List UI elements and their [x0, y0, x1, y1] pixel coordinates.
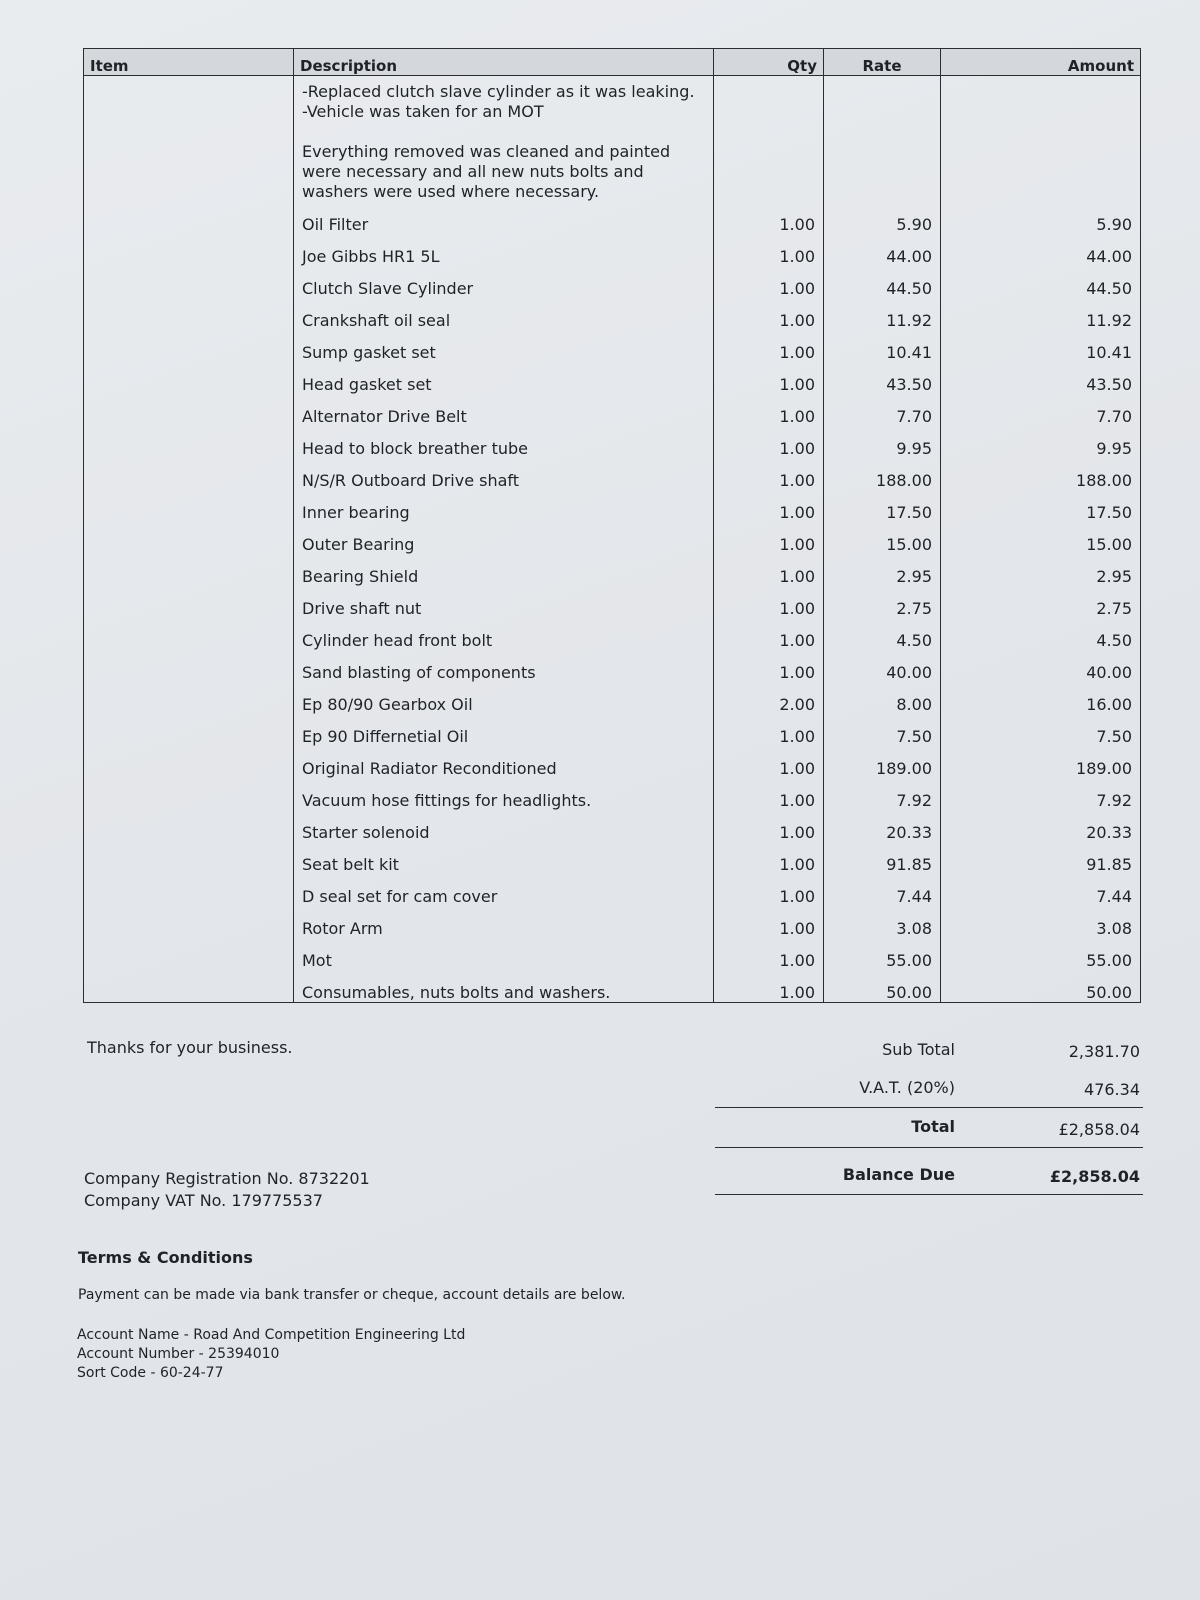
rate-cell: 40.00: [824, 650, 941, 682]
qty-cell: 1.00: [714, 810, 824, 842]
item-cell: [84, 330, 294, 362]
rate-cell: 2.95: [824, 554, 941, 586]
table-row: [84, 842, 1141, 874]
amount-cell: 15.00: [941, 522, 1141, 554]
rate-cell: 44.50: [824, 266, 941, 298]
qty-cell: 2.00: [714, 682, 824, 714]
amount-cell: 16.00: [941, 682, 1141, 714]
header-item: Item: [84, 49, 294, 76]
qty-cell: 1.00: [714, 330, 824, 362]
amount-cell: 4.50: [941, 618, 1141, 650]
item-cell: [84, 586, 294, 618]
table-header-row: [84, 49, 1141, 76]
description-cell: Drive shaft nut: [294, 586, 714, 618]
description-cell: Vacuum hose fittings for headlights.: [294, 778, 714, 810]
description-cell: Alternator Drive Belt: [294, 394, 714, 426]
qty-cell: 1.00: [714, 938, 824, 970]
description-cell: Original Radiator Reconditioned: [294, 746, 714, 778]
amount-cell: 2.75: [941, 586, 1141, 618]
item-cell: [84, 522, 294, 554]
company-details: [84, 1168, 370, 1212]
item-cell: [84, 458, 294, 490]
amount-cell: 11.92: [941, 298, 1141, 330]
table-row: [84, 394, 1141, 426]
note-line: -Replaced clutch slave cylinder as it was leaking.: [302, 82, 695, 101]
item-cell: [84, 842, 294, 874]
table-row: [84, 362, 1141, 394]
terms-heading: Terms & Conditions: [78, 1248, 253, 1267]
qty-cell: 1.00: [714, 650, 824, 682]
description-cell: Outer Bearing: [294, 522, 714, 554]
amount-cell: 50.00: [941, 970, 1141, 1003]
table-row: [84, 746, 1141, 778]
rate-cell: 188.00: [824, 458, 941, 490]
description-cell: Head gasket set: [294, 362, 714, 394]
qty-cell: 1.00: [714, 266, 824, 298]
divider: [715, 1107, 1143, 1108]
amount-cell: 44.50: [941, 266, 1141, 298]
rate-cell: 4.50: [824, 618, 941, 650]
qty-cell: 1.00: [714, 362, 824, 394]
qty-cell: 1.00: [714, 298, 824, 330]
rate-cell: 17.50: [824, 490, 941, 522]
description-cell: Head to block breather tube: [294, 426, 714, 458]
table-row: [84, 554, 1141, 586]
work-notes: [294, 76, 714, 203]
amount-cell: 91.85: [941, 842, 1141, 874]
balance-due-label: Balance Due: [842, 1165, 955, 1184]
rate-cell: 7.44: [824, 874, 941, 906]
amount-cell: 7.50: [941, 714, 1141, 746]
qty-cell: 1.00: [714, 746, 824, 778]
company-registration: Company Registration No. 8732201: [84, 1169, 370, 1188]
amount-cell: 55.00: [941, 938, 1141, 970]
balance-due-value: £2,858.04: [1049, 1167, 1140, 1186]
header-amount: Amount: [941, 49, 1141, 76]
rate-cell: 55.00: [824, 938, 941, 970]
qty-cell: 1.00: [714, 586, 824, 618]
amount-cell: 20.33: [941, 810, 1141, 842]
table-row: [84, 234, 1141, 266]
item-cell: [84, 202, 294, 234]
item-cell: [84, 554, 294, 586]
qty-cell: 1.00: [714, 970, 824, 1003]
rate-cell: 7.50: [824, 714, 941, 746]
table-row: [84, 522, 1141, 554]
description-cell: Ep 90 Differnetial Oil: [294, 714, 714, 746]
description-cell: Cylinder head front bolt: [294, 618, 714, 650]
item-cell: [84, 650, 294, 682]
table-row: [84, 778, 1141, 810]
divider: [715, 1147, 1143, 1148]
subtotal-label: Sub Total: [882, 1040, 955, 1059]
qty-cell: 1.00: [714, 714, 824, 746]
qty-cell: 1.00: [714, 618, 824, 650]
item-cell: [84, 426, 294, 458]
amount-cell: 44.00: [941, 234, 1141, 266]
item-cell: [84, 970, 294, 1003]
rate-cell: 10.41: [824, 330, 941, 362]
account-details: [77, 1326, 465, 1383]
qty-cell: 1.00: [714, 522, 824, 554]
table-row: [84, 586, 1141, 618]
table-row: [84, 938, 1141, 970]
item-cell: [84, 938, 294, 970]
item-cell: [84, 490, 294, 522]
item-cell: [84, 682, 294, 714]
description-cell: Oil Filter: [294, 202, 714, 234]
divider: [715, 1194, 1143, 1195]
amount-cell: 3.08: [941, 906, 1141, 938]
rate-cell: 44.00: [824, 234, 941, 266]
amount-cell: 5.90: [941, 202, 1141, 234]
rate-cell: 91.85: [824, 842, 941, 874]
rate-cell: 50.00: [824, 970, 941, 1003]
rate-cell: 2.75: [824, 586, 941, 618]
total-label: Total: [911, 1117, 955, 1136]
notes-row: [84, 76, 1141, 203]
line-items-table: [83, 48, 1141, 1003]
subtotal-value: 2,381.70: [1068, 1042, 1140, 1061]
note-line: -Vehicle was taken for an MOT: [302, 102, 544, 121]
account-name: Account Name - Road And Competition Engineering Ltd: [77, 1327, 466, 1343]
item-cell: [84, 778, 294, 810]
table-row: [84, 714, 1141, 746]
vat-label: V.A.T. (20%): [859, 1078, 955, 1097]
amount-cell: 7.44: [941, 874, 1141, 906]
amount-cell: 43.50: [941, 362, 1141, 394]
rate-cell: 7.92: [824, 778, 941, 810]
table-row: [84, 874, 1141, 906]
item-cell: [84, 234, 294, 266]
amount-cell: 2.95: [941, 554, 1141, 586]
item-cell: [84, 906, 294, 938]
item-cell: [84, 746, 294, 778]
rate-cell: 20.33: [824, 810, 941, 842]
description-cell: Seat belt kit: [294, 842, 714, 874]
table-row: [84, 618, 1141, 650]
item-cell: [84, 394, 294, 426]
description-cell: Ep 80/90 Gearbox Oil: [294, 682, 714, 714]
rate-cell: 3.08: [824, 906, 941, 938]
qty-cell: 1.00: [714, 874, 824, 906]
qty-cell: 1.00: [714, 426, 824, 458]
rate-cell: 11.92: [824, 298, 941, 330]
item-cell: [84, 362, 294, 394]
description-cell: Crankshaft oil seal: [294, 298, 714, 330]
header-description: Description: [294, 49, 714, 76]
qty-cell: 1.00: [714, 490, 824, 522]
table-row: [84, 810, 1141, 842]
amount-cell: 7.70: [941, 394, 1141, 426]
description-cell: Inner bearing: [294, 490, 714, 522]
header-rate: Rate: [824, 49, 941, 76]
qty-cell: 1.00: [714, 842, 824, 874]
table-row: [84, 906, 1141, 938]
account-number: Account Number - 25394010: [77, 1346, 280, 1362]
amount-cell: 9.95: [941, 426, 1141, 458]
description-cell: N/S/R Outboard Drive shaft: [294, 458, 714, 490]
table-body: [84, 76, 1141, 1003]
qty-cell: 1.00: [714, 554, 824, 586]
description-cell: Joe Gibbs HR1 5L: [294, 234, 714, 266]
description-cell: Sand blasting of components: [294, 650, 714, 682]
amount-cell: 40.00: [941, 650, 1141, 682]
rate-cell: 5.90: [824, 202, 941, 234]
rate-cell: 43.50: [824, 362, 941, 394]
rate-cell: 15.00: [824, 522, 941, 554]
total-value: £2,858.04: [1058, 1120, 1140, 1139]
table-row: [84, 202, 1141, 234]
description-cell: Mot: [294, 938, 714, 970]
qty-cell: 1.00: [714, 202, 824, 234]
table-row: [84, 298, 1141, 330]
description-cell: D seal set for cam cover: [294, 874, 714, 906]
table-row: [84, 458, 1141, 490]
item-cell: [84, 618, 294, 650]
sort-code: Sort Code - 60-24-77: [77, 1365, 224, 1381]
qty-cell: 1.00: [714, 394, 824, 426]
table-row: [84, 426, 1141, 458]
vat-value: 476.34: [1084, 1080, 1140, 1099]
amount-cell: 189.00: [941, 746, 1141, 778]
qty-cell: 1.00: [714, 906, 824, 938]
company-vat-number: Company VAT No. 179775537: [84, 1191, 323, 1210]
rate-cell: 9.95: [824, 426, 941, 458]
item-cell: [84, 298, 294, 330]
description-cell: Sump gasket set: [294, 330, 714, 362]
qty-cell: 1.00: [714, 458, 824, 490]
header-qty: Qty: [714, 49, 824, 76]
qty-cell: 1.00: [714, 234, 824, 266]
item-cell: [84, 714, 294, 746]
amount-cell: 17.50: [941, 490, 1141, 522]
table-row: [84, 650, 1141, 682]
rate-cell: 189.00: [824, 746, 941, 778]
thanks-message: Thanks for your business.: [87, 1038, 293, 1057]
description-cell: Bearing Shield: [294, 554, 714, 586]
payment-terms: Payment can be made via bank transfer or cheque, account details are below.: [78, 1287, 626, 1303]
amount-cell: 10.41: [941, 330, 1141, 362]
qty-cell: 1.00: [714, 778, 824, 810]
table-row: [84, 330, 1141, 362]
item-cell: [84, 874, 294, 906]
amount-cell: 188.00: [941, 458, 1141, 490]
description-cell: Rotor Arm: [294, 906, 714, 938]
note-line: Everything removed was cleaned and painted were necessary and all new nuts bolts and washers were used where necessary.: [302, 142, 671, 201]
table-row: [84, 266, 1141, 298]
item-cell: [84, 266, 294, 298]
description-cell: Clutch Slave Cylinder: [294, 266, 714, 298]
description-cell: Consumables, nuts bolts and washers.: [294, 970, 714, 1003]
table-row: [84, 490, 1141, 522]
rate-cell: 7.70: [824, 394, 941, 426]
rate-cell: 8.00: [824, 682, 941, 714]
table-row: [84, 970, 1141, 1003]
item-cell: [84, 810, 294, 842]
amount-cell: 7.92: [941, 778, 1141, 810]
description-cell: Starter solenoid: [294, 810, 714, 842]
table-row: [84, 682, 1141, 714]
